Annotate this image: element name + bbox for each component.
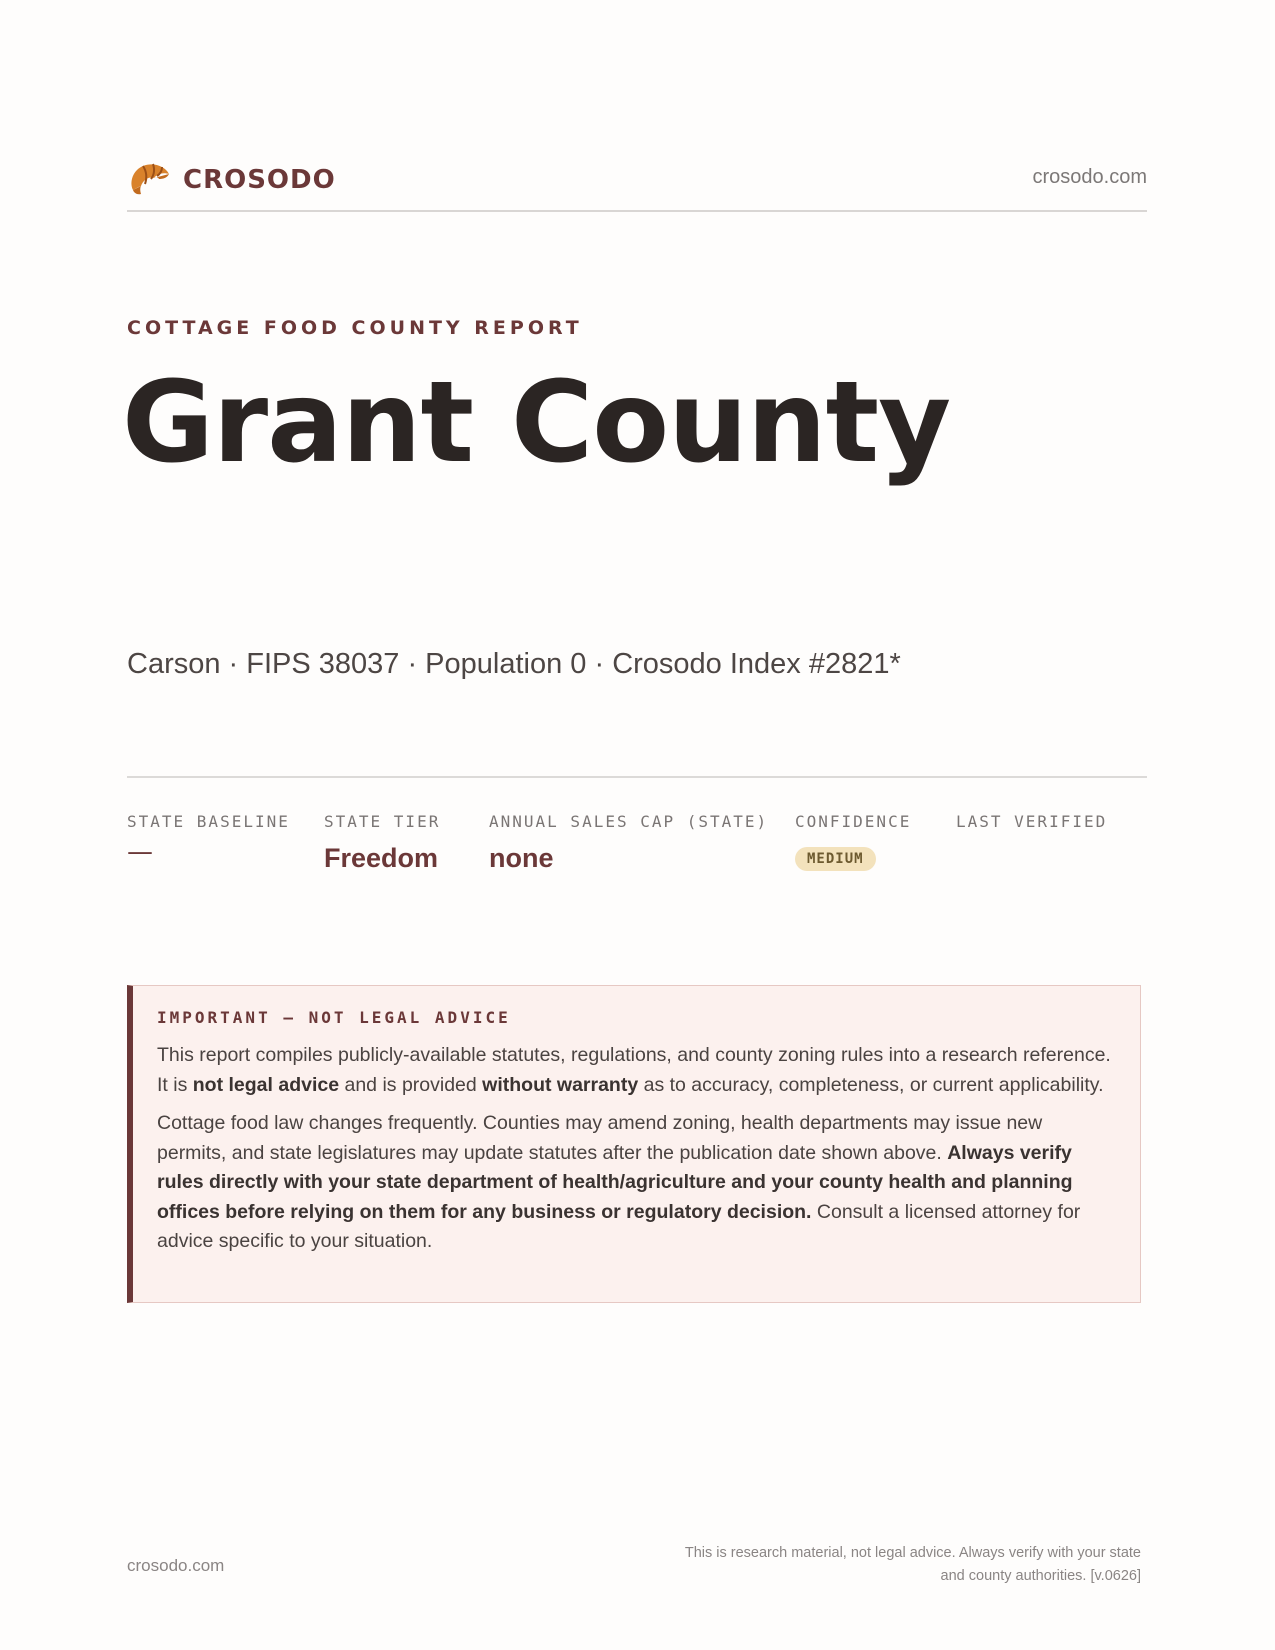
footer-disclaimer-line: This is research material, not legal advice. Always verify with your state [684, 1545, 1141, 1561]
report-eyebrow: COTTAGE FOOD COUNTY REPORT [127, 317, 583, 339]
brand-name: CROSODO [183, 165, 336, 195]
notice-paragraph-2 [157, 1109, 1114, 1257]
stat-state-baseline [127, 812, 290, 867]
stat-label: STATE BASELINE [127, 812, 290, 831]
stat-value: Freedom [324, 843, 439, 873]
stat-value: none [489, 843, 554, 873]
site-url-link[interactable]: crosodo.com [1032, 166, 1147, 188]
stat-confidence [795, 812, 911, 871]
croissant-icon [127, 160, 171, 200]
stat-sales-cap [489, 812, 768, 874]
footer-disclaimer-line: and county authorities. [v.0626] [940, 1568, 1141, 1584]
notice-emphasis: not legal advice [192, 1073, 340, 1096]
stat-state-tier [324, 812, 440, 874]
notice-text: Consult a licensed attorney for advice specific to your situation. [157, 1200, 1081, 1252]
notice-emphasis: Always verify rules directly with your state department of health/agriculture and your county health and planning offices before relying on them for any business or regulatory decision. [157, 1141, 1073, 1223]
notice-emphasis: without warranty [482, 1073, 639, 1096]
notice-text: Cottage food law changes frequently. Counties may amend zoning, health departments may issue new permits, and state legislatures may update statutes after the publication date shown above. [157, 1112, 1043, 1164]
stat-label: ANNUAL SALES CAP (STATE) [489, 812, 769, 831]
notice-text: and is provided [339, 1073, 483, 1096]
notice-paragraph-1 [157, 1041, 1114, 1100]
stat-label: CONFIDENCE [795, 812, 912, 831]
county-subline: Carson · FIPS 38037 · Population 0 · Crosodo Index #2821* [127, 648, 901, 680]
brand[interactable] [127, 160, 336, 200]
page-header [127, 150, 1147, 212]
stat-label: LAST VERIFIED [956, 812, 1108, 831]
notice-title: IMPORTANT — NOT LEGAL ADVICE [157, 1008, 511, 1027]
stats-divider [127, 776, 1147, 778]
stat-last-verified [956, 812, 1107, 843]
confidence-badge: MEDIUM [795, 847, 876, 871]
page-title: Grant County [122, 358, 951, 488]
legal-notice [127, 985, 1141, 1303]
notice-text: This report compiles publicly-available statutes, regulations, and county zoning rules into a research reference. It is [157, 1044, 1111, 1096]
stat-value: — [127, 837, 153, 867]
footer-site-url[interactable]: crosodo.com [127, 1556, 225, 1575]
notice-text: as to accuracy, completeness, or current applicability. [638, 1073, 1104, 1096]
footer-disclaimer [621, 1542, 1141, 1588]
stat-label: STATE TIER [324, 812, 441, 831]
